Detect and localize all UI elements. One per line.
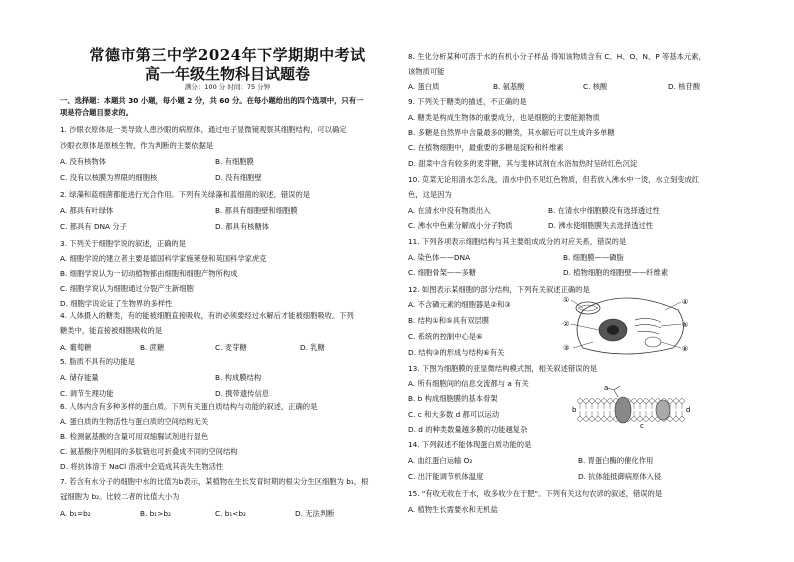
q4-option-a: A. 葡萄糖 [60,343,92,352]
fig-label-d: d [686,406,691,414]
question-3: 3. 下列关于细胞学说的叙述，正确的是 [60,239,187,248]
q12-option-a: A. 不含磷元素的细胞器是②和③ [408,300,511,309]
fig-label-b: b [572,406,577,414]
question-7-cont: 冠细胞为 b₂。比较二者的比值大小为 [60,492,180,501]
q10-option-a: A. 在清水中没有物质出入 [408,206,491,215]
question-11: 11. 下列各项表示细胞结构与其主要组成成分的对应关系，错误的是 [408,237,627,246]
fig-label-c: c [640,422,644,430]
q1-option-b: B. 有细胞膜 [215,157,254,166]
question-2: 2. 绿藻和蓝细菌都能进行光合作用。下列有关绿藻和蓝细菌的叙述，错误的是 [60,190,311,199]
q9-option-c: C. 在植物细胞中，最重要的多糖是淀粉和纤维素 [408,143,564,152]
exam-title: 常德市第三中学2024年下学期期中考试 [89,46,366,64]
phospholipid-head [602,417,607,422]
q12-option-b: B. 结构①和⑤具有双层膜 [408,316,490,325]
phospholipid-head [674,417,679,422]
question-6: 6. 人体内含有多种多样的蛋白质。下列有关蛋白质结构与功能的叙述，正确的是 [60,402,318,411]
q3-option-a: A. 细胞学说的建立者主要是德国科学家施莱登和英国科学家虎克 [60,254,267,263]
fig-label-4: ④ [682,298,689,306]
question-10: 10. 苋菜无论用清水怎么洗，清水中仍不见红色物质，但若放入沸水中一烫，水立刻变成红 [408,175,700,184]
phospholipid-head [650,417,655,422]
q11-option-d: D. 植物细胞的细胞壁——纤维素 [563,268,669,277]
phospholipid-head [668,417,673,422]
q12-option-d: D. 结构③的形成与结构⑥有关 [408,348,505,357]
section-heading: 一、选择题：本题共 30 小题，每小题 2 分，共 60 分。在每小题给出的四个选项中，只有一 [60,96,364,105]
q3-option-d: D. 细胞学说论证了生物界的多样性 [60,299,173,308]
phospholipid-head [590,417,595,422]
phospholipid-head [578,399,583,404]
cell-structure-figure [553,290,693,358]
phospholipid-head [608,417,613,422]
q5-option-b: B. 构成膜结构 [215,373,262,382]
q6-option-b: B. 检测氨基酸的含量可用双缩脲试剂进行显色 [60,432,209,441]
q6-option-c: C. 氨基酸序列相同的多肽链也可折叠成不同的空间结构 [60,447,238,456]
q13-option-a: A. 所有细胞间的信息交流都与 a 有关 [408,379,529,388]
question-10-cont: 色，这是因为 [408,190,452,199]
q7-option-c: C. b₁<b₂ [215,509,246,518]
q3-option-c: C. 细胞学说认为细胞通过分裂产生新细胞 [60,284,194,293]
q13-option-b: B. b 构成细胞膜的基本骨架 [408,394,498,403]
q13-option-c: C. c 和大多数 d 都可以运动 [408,410,500,419]
question-13: 13. 下图为细胞膜的亚显微结构模式图，相关叙述错误的是 [408,364,598,373]
q9-option-d: D. 甜菜中含有较多的麦芽糖，其与斐林试剂在水浴加热时呈砖红色沉淀 [408,159,638,168]
q4-option-b: B. 蔗糖 [140,343,165,352]
question-9: 9. 下列关于糖类的描述，不正确的是 [408,97,527,106]
cell-membrane-figure [568,382,698,430]
q4-option-c: C. 麦芽糖 [215,343,247,352]
q14-option-a: A. 血红蛋白运输 O₂ [408,456,473,465]
q7-option-a: A. b₁=b₂ [60,509,91,518]
phospholipid-head [602,399,607,404]
glycoprotein-chain [608,386,620,397]
phospholipid-head [638,417,643,422]
question-1-cont: 沙眼衣原体是原核生物，作为判断的主要依据是 [60,141,214,150]
question-8-cont: 该物质可能 [408,67,445,76]
question-12: 12. 如图表示某细胞的部分结构，下列有关叙述正确的是 [408,285,590,294]
q6-option-a: A. 蛋白质的生物活性与蛋白质的空间结构无关 [60,417,209,426]
q11-option-a: A. 染色体——DNA [408,253,471,262]
phospholipid-head [584,399,589,404]
phospholipid-head [596,399,601,404]
q7-option-b: B. b₁>b₂ [140,509,171,518]
q10-option-b: B. 在清水中细胞膜没有选择透过性 [548,206,660,215]
q1-option-d: D. 没有细胞壁 [215,173,262,182]
question-4-cont: 糖类中，能直接被细胞吸收的是 [60,326,163,335]
exam-subtitle: 高一年级生物科目试题卷 [144,65,310,83]
q2-option-d: D. 都具有核糖体 [215,222,270,231]
phospholipid-head [674,399,679,404]
exam-meta: 满分：100 分 时间：75 分钟 [184,83,271,91]
fig-label-a: a [604,384,609,392]
question-4: 4. 人体摄入的糖类，有的能被细胞直接吸收，有的必须要经过水解后才能被细胞吸收。下列 [60,311,354,320]
q14-option-c: C. 出汗能调节机体温度 [408,472,484,481]
q10-option-d: D. 沸水使细胞膜失去选择透过性 [548,221,654,230]
fig-label-6: ⑥ [682,345,689,353]
q2-option-b: B. 都具有细胞壁和细胞膜 [215,206,298,215]
q14-option-b: B. 胃蛋白酶的催化作用 [578,456,654,465]
q14-option-d: D. 抗体能抵御病原体入侵 [578,472,662,481]
phospholipid-head [596,417,601,422]
question-15: 15. "有收无收在于水，收多收少在于肥"。下列有关这句农谚的叙述，错误的是 [408,489,663,498]
q8-option-a: A. 蛋白质 [408,82,440,91]
question-7: 7. 若含有水分子的细胞中水的比值为b表示，某植物在生长发育时期的根尖分生区细胞为 b₁，根 [60,477,369,486]
fig-label-5: ⑤ [682,321,689,329]
q5-option-c: C. 调节生理功能 [60,389,114,398]
q1-option-a: A. 没有核物体 [60,157,106,166]
phospholipid-head [578,417,583,422]
phospholipid-head [632,417,637,422]
fig-label-2: ② [563,320,570,328]
q9-option-a: A. 糖类是构成生物体的重要成分，也是细胞的主要能源物质 [408,113,600,122]
q8-option-d: D. 核苷酸 [668,82,701,91]
section-heading-cont: 项是符合题目要求的。 [60,108,133,117]
phospholipid-head [668,399,673,404]
phospholipid-head [650,399,655,404]
q1-option-c: C. 没有以核膜为界限的细胞核 [60,173,158,182]
q11-option-c: C. 细胞骨架——多糖 [408,268,477,277]
phospholipid-head [608,399,613,404]
q5-option-d: D. 携带遗传信息 [215,389,270,398]
fig-label-1: ① [563,296,570,304]
q10-option-c: C. 沸水中色素分解成小分子物质 [408,221,513,230]
q2-option-c: C. 都具有 DNA 分子 [60,222,127,231]
q13-option-d: D. d 的种类数量越多膜的功能越复杂 [408,425,528,434]
q9-option-b: B. 多糖是自然界中含量最多的糖类，其水解后可以生成许多单糖 [408,128,615,137]
q8-option-c: C. 核酸 [583,82,608,91]
q5-option-a: A. 储存能量 [60,373,99,382]
phospholipid-head [590,399,595,404]
question-8: 8. 生化分析某种可溶于水的有机小分子样品 得知该物质含有 C、H、O、N、P 等基本元素， [408,52,706,61]
q15-option-a: A. 植物生长需要水和无机盐 [408,505,498,514]
q12-option-c: C. 系统的控制中心是⑥ [408,332,483,341]
q4-option-d: D. 乳糖 [300,343,325,352]
q7-option-d: D. 无法判断 [295,509,335,518]
q3-option-b: B. 细胞学说认为一切动植物都由细胞和细胞产物所构成 [60,269,238,278]
q8-option-b: B. 氨基酸 [493,82,525,91]
q11-option-b: B. 细胞膜——磷脂 [563,253,624,262]
phospholipid-head [680,417,685,422]
question-5: 5. 脂质不具有的功能是 [60,357,135,366]
question-1: 1. 沙眼衣原体是一类导致人患沙眼的病原体，通过电子显微镜观察其细胞结构，可以确定 [60,125,347,134]
membrane-protein [615,397,631,423]
phospholipid-head [638,399,643,404]
question-14: 14. 下列叙述不能体现蛋白质功能的是 [408,440,532,449]
phospholipid-head [584,417,589,422]
fig-label-3: ③ [563,344,570,352]
phospholipid-head [644,417,649,422]
phospholipid-head [644,399,649,404]
phospholipid-head [680,399,685,404]
phospholipid-head [632,399,637,404]
q6-option-d: D. 将抗体溶于 NaCl 溶液中会造成其丧失生物活性 [60,462,224,471]
membrane-protein-2 [656,400,670,420]
q2-option-a: A. 都具有叶绿体 [60,206,114,215]
